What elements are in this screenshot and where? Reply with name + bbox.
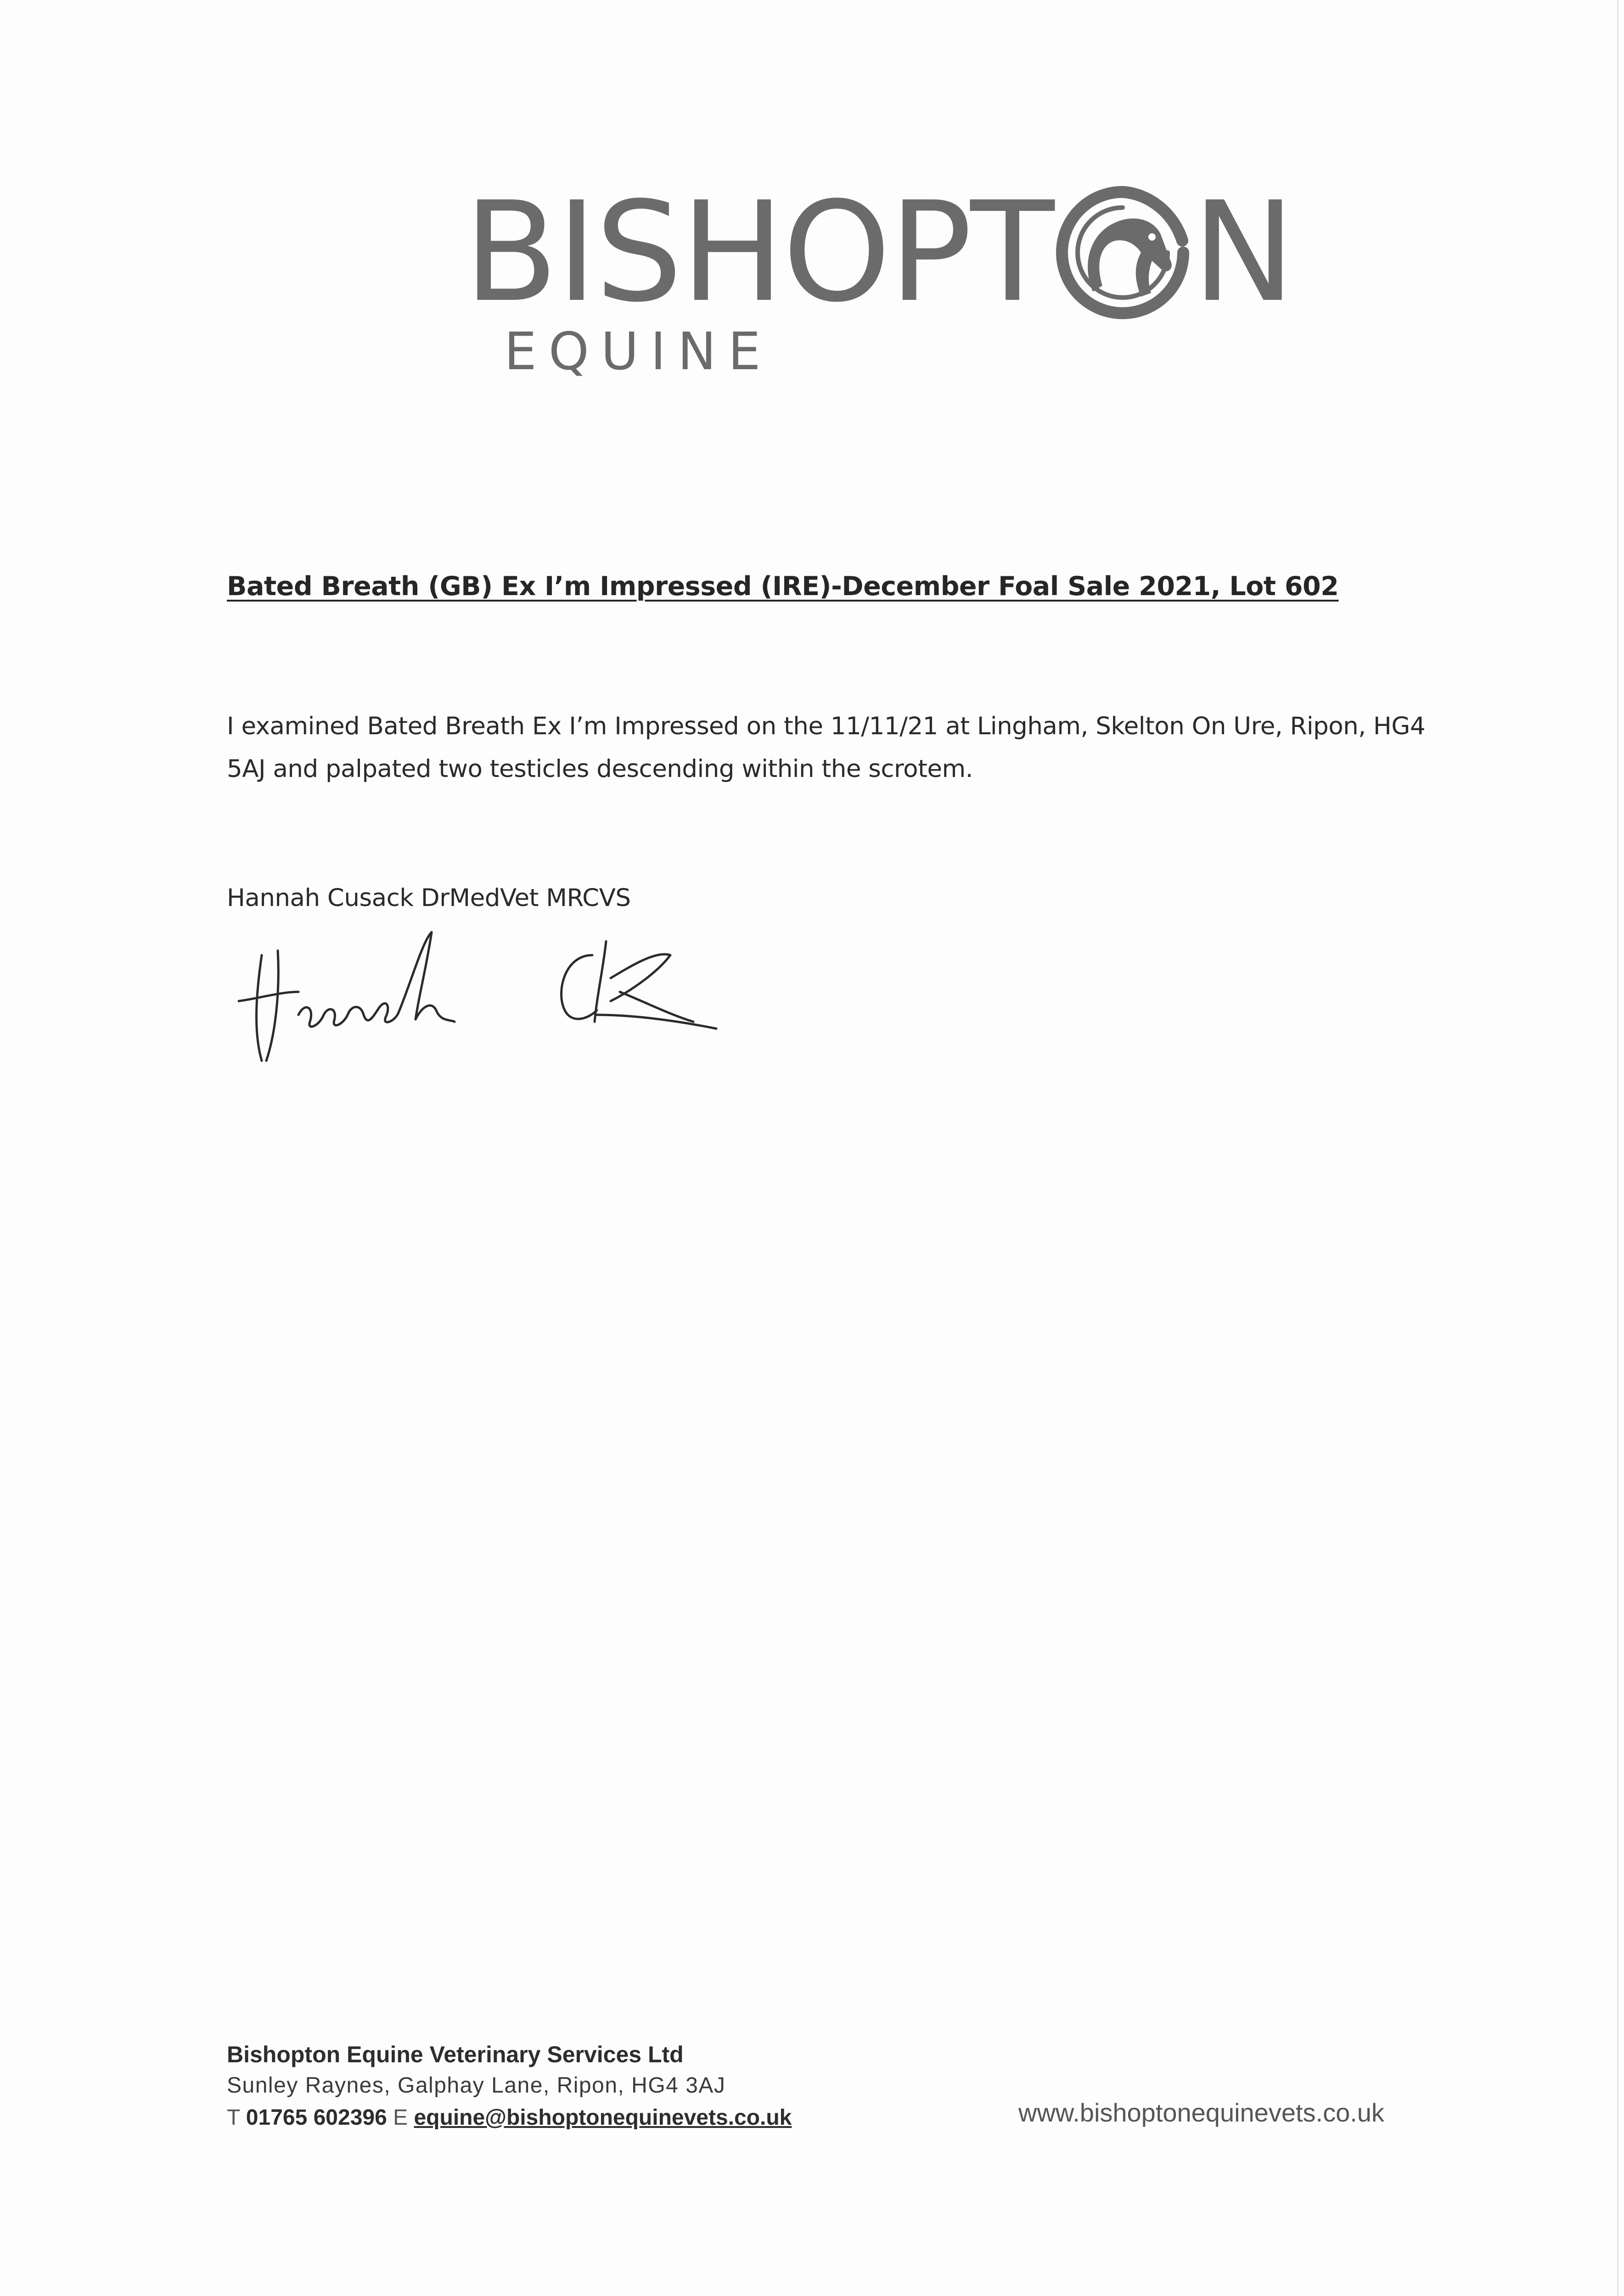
statement-line-1: I examined Bated Breath Ex I’m Impressed on the 11/11/21 at Lingham, Skelton On Ure, Ripon, HG4 xyxy=(227,712,1426,740)
signatory-name: Hannah Cusack DrMedVet MRCVS xyxy=(227,884,631,912)
handwritten-signature xyxy=(230,923,748,1075)
email-label: E xyxy=(393,2105,408,2130)
logo-subtitle: EQUINE xyxy=(504,322,773,382)
scan-edge xyxy=(1617,0,1618,2296)
logo-word-right: N xyxy=(1192,172,1294,332)
letter-footer xyxy=(227,2039,792,2134)
footer-website-link[interactable]: www.bishoptonequinevets.co.uk xyxy=(1018,2098,1384,2127)
footer-address: Sunley Raynes, Galphay Lane, Ripon, HG4 3AJ xyxy=(227,2073,726,2098)
logo-word-left: BISHOPT xyxy=(464,172,1053,332)
footer-company-name: Bishopton Equine Veterinary Services Ltd xyxy=(227,2042,684,2067)
horse-head-icon xyxy=(1054,184,1191,321)
footer-contact xyxy=(227,2101,792,2134)
examination-statement xyxy=(227,705,1430,790)
phone-label: T xyxy=(227,2105,240,2130)
statement-line-2: 5AJ and palpated two testicles descending within the scrotem. xyxy=(227,755,973,783)
document-title: Bated Breath (GB) Ex I’m Impressed (IRE)-December Foal Sale 2021, Lot 602 xyxy=(227,571,1339,602)
footer-email-link[interactable]: equine@bishoptonequinevets.co.uk xyxy=(414,2105,792,2130)
footer-phone: 01765 602396 xyxy=(246,2105,387,2130)
logo-wordmark xyxy=(464,172,1294,332)
bishopton-logo xyxy=(464,172,1294,390)
